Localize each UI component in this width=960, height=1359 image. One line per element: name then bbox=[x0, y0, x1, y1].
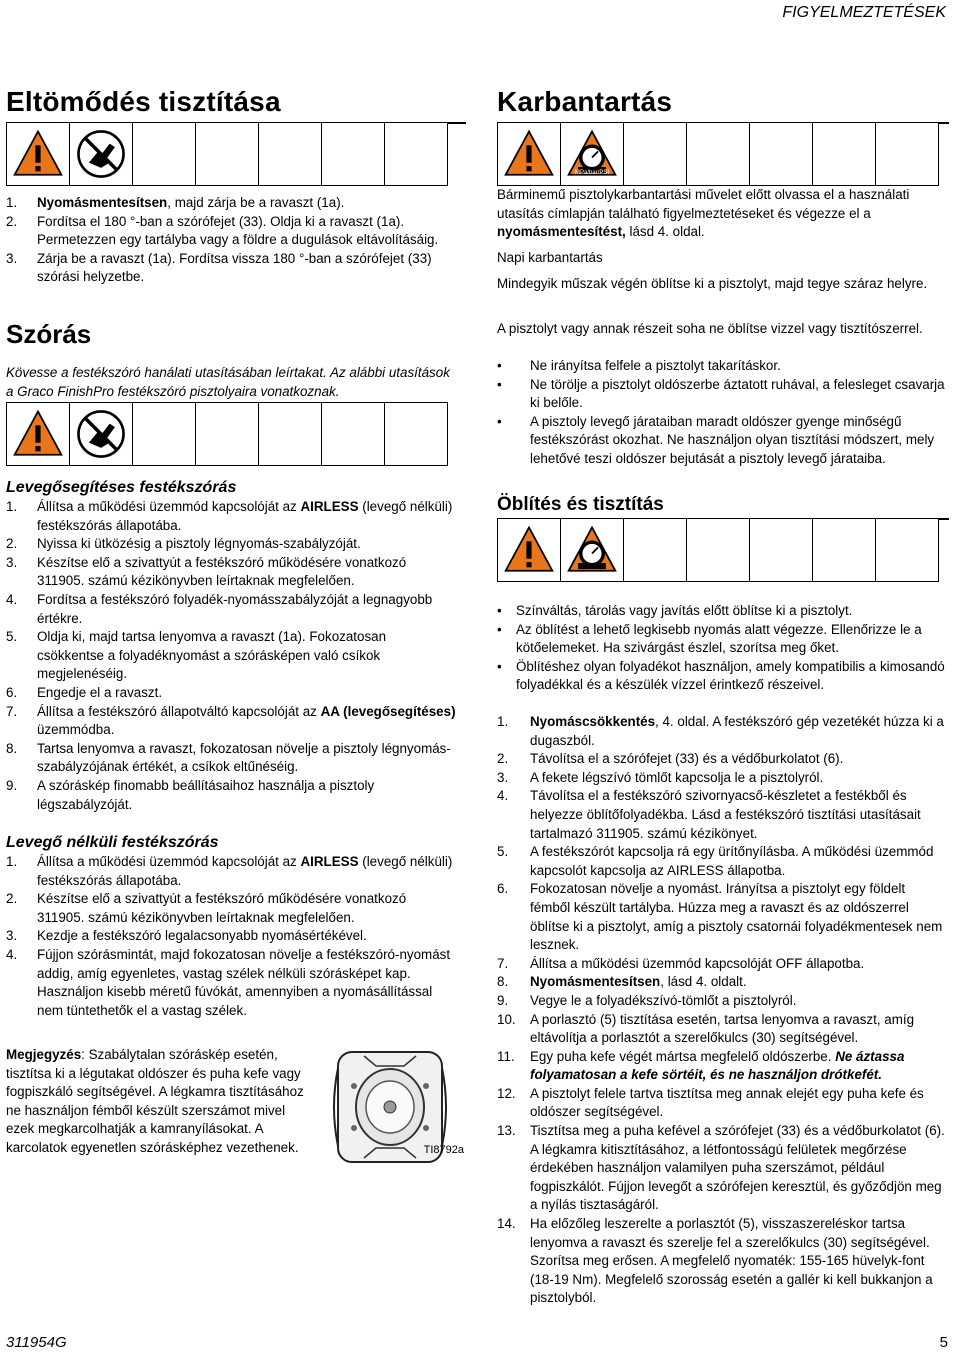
flush-warning-icons bbox=[497, 518, 938, 582]
list-item: • Öblítéshez olyan folyadékot használjon, amely kompatibilis a kimosandó folyadékkal és a készülék vízzel érintkező részeivel. bbox=[497, 658, 947, 695]
flush-guidelines bbox=[497, 602, 947, 695]
flush-title: Öblítés és tisztítás bbox=[497, 494, 664, 515]
list-item: • Színváltás, tárolás vagy javítás előtt öblítse ki a pisztolyt. bbox=[497, 602, 947, 621]
empty-icon-slot bbox=[258, 122, 322, 186]
empty-icon-slot bbox=[749, 518, 813, 582]
clog-steps bbox=[6, 194, 456, 287]
maintenance-intro: Bárminemű pisztolykarbantartási művelet előtt olvassa el a használati utasítás címlapján található figyelmeztetéseket és végezze el a nyomásmentesítést, lásd 4. oldal. bbox=[497, 187, 910, 240]
maintenance-warning-icons bbox=[497, 122, 938, 186]
no-skin-injection-icon bbox=[69, 402, 133, 466]
flush-steps bbox=[497, 713, 947, 1308]
page-number: 5 bbox=[939, 1334, 948, 1351]
list-item: 1. Nyomáscsökkentés, 4. oldal. A festékszóró gép vezetékét húzza ki a dugaszból. bbox=[497, 714, 944, 748]
list-item: 14. Ha előzőleg leszerelte a porlasztót (5), visszaszereléskor tartsa lenyomva a ravaszt és szerelje fel a szerelőkulcs (30) segítségével. Szorítsa meg erősen. A megfelelő nyomaték: 155-165 hüvelyk-font (18-19 Nm). Megfelelő szorosság esetén a gallér ki kell bukkanjon a pisztolyból. bbox=[497, 1216, 933, 1306]
list-item: 1. Állítsa a működési üzemmód kapcsolóját az AIRLESS (levegő nélküli) festékszórás állapotába. bbox=[6, 499, 453, 533]
document-number: 311954G bbox=[6, 1334, 67, 1351]
list-item: • Ne irányítsa felfele a pisztolyt takarításkor. bbox=[497, 357, 947, 376]
list-item: 7. Állítsa a működési üzemmód kapcsolóját OFF állapotba. bbox=[497, 955, 865, 971]
list-item: 11. Egy puha kefe végét mártsa megfelelő oldószerbe. Ne áztassa folyamatosan a kefe sörtéit, és ne használjon drótkefét. bbox=[497, 1048, 905, 1083]
airless-steps bbox=[6, 853, 456, 1020]
empty-icon-slot bbox=[195, 122, 259, 186]
empty-icon-slot bbox=[623, 518, 687, 582]
airless-title: Levegő nélküli festékszórás bbox=[6, 834, 219, 851]
empty-icon-slot bbox=[812, 518, 876, 582]
list-item: 9. Vegye le a folyadékszívó-tömlőt a pisztolyról. bbox=[497, 992, 797, 1008]
list-item: 5. Oldja ki, majd tartsa lenyomva a ravaszt (1a). Fokozatosan csökkentse a folyadéknyomást a szórásképen való csíkok megjelenéséig. bbox=[6, 629, 387, 682]
warning-triangle-icon bbox=[497, 518, 561, 582]
empty-icon-slot bbox=[384, 402, 448, 466]
note-paragraph: Megjegyzés: Szabálytalan szóráskép esetén, tisztítsa ki a légutakat oldószer és puha kefe vagy fogpiszkáló segítségével. A légkamra tisztításához ne használjon fémből készült szerszámot mivel ezek megkarcolhatják a kamranyílásokat. A karcolatok egyenetlen szórásképhez vezethenek. bbox=[6, 1047, 304, 1155]
no-water-text: A pisztolyt vagy annak részeit soha ne öblítse vizzel vagy tisztítószerrel. bbox=[497, 321, 923, 336]
cleaning-cautions bbox=[497, 357, 947, 469]
clog-warning-icons bbox=[6, 122, 447, 186]
empty-icon-slot bbox=[195, 402, 259, 466]
list-item: 1. Nyomásmentesítsen, majd zárja be a ravaszt (1a). bbox=[6, 195, 345, 210]
empty-icon-slot bbox=[749, 122, 813, 186]
list-item: 3. Kezdje a festékszóró legalacsonyabb nyomásértékével. bbox=[6, 928, 367, 944]
list-item: 2. Nyissa ki ütközésig a pisztoly légnyomás-szabályzóját. bbox=[6, 536, 361, 552]
list-item: 1. Állítsa a működési üzemmód kapcsolóját az AIRLESS (levegő nélküli) festékszórás állapotába. bbox=[6, 854, 453, 888]
list-item: 2. Távolítsa el a szórófejet (33) és a védőburkolatot (6). bbox=[497, 751, 844, 767]
list-item: 12. A pisztolyt felele tartva tisztítsa meg annak elejét egy puha kefe és oldószer segítségével. bbox=[497, 1085, 924, 1120]
list-item: • A pisztoly levegő járataiban maradt oldószer gyenge minőségű festékszórást okozhat. Ne használjon olyan tisztítási módszert, mely lehetővé teszi oldószer bejutását a pisztoly levegő járataiba. bbox=[497, 413, 947, 469]
pressure-gauge-icon: MPa/bar/PSI bbox=[560, 122, 624, 186]
air-assist-title: Levegősegítéses festékszórás bbox=[6, 479, 237, 496]
maintenance-title: Karbantartás bbox=[497, 86, 673, 117]
list-item: • Az öblítést a lehető legkisebb nyomás alatt végezze. Ellenőrizze le a kötőelemeket. Ha szivárgást észlel, szorítsa meg őket. bbox=[497, 621, 947, 658]
warning-triangle-icon bbox=[6, 402, 70, 466]
empty-icon-slot bbox=[875, 518, 939, 582]
air-cap-figure bbox=[324, 1046, 466, 1174]
empty-icon-slot bbox=[321, 402, 385, 466]
warning-triangle-icon bbox=[6, 122, 70, 186]
list-item: 4. Fordítsa a festékszóró folyadék-nyomásszabályzóját a legnagyobb értékre. bbox=[6, 591, 433, 626]
list-item: 3. Zárja be a ravaszt (1a). Fordítsa vissza 180 °-ban a szórófejet (33) szórási helyzetbe. bbox=[6, 250, 432, 285]
list-item: 8. Nyomásmentesítsen, lásd 4. oldalt. bbox=[497, 974, 747, 990]
list-item: 2. Fordítsa el 180 °-ban a szórófejet (33). Oldja ki a ravaszt (1a). Permetezzen egy tartályba vagy a földre a dugulások eltávolításáig. bbox=[6, 213, 439, 248]
list-item: 8. Tartsa lenyomva a ravaszt, fokozatosan növelje a pisztoly légnyomás-szabályzójának értékét, a csíkok eltűnéséig. bbox=[6, 740, 451, 775]
daily-maintenance-text: Mindegyik műszak végén öblítse ki a pisztolyt, majd tegye száraz helyre. bbox=[497, 276, 928, 291]
list-item: 6. Engedje el a ravaszt. bbox=[6, 684, 163, 700]
spray-warning-icons bbox=[6, 402, 447, 466]
pressure-gauge-icon bbox=[560, 518, 624, 582]
empty-icon-slot bbox=[258, 402, 322, 466]
empty-icon-slot bbox=[875, 122, 939, 186]
warning-triangle-icon bbox=[497, 122, 561, 186]
list-item: 5. A festékszórót kapcsolja rá egy ürítőnyílásba. A működési üzemmód kapcsolót kapcsolja az AIRLESS állapotba. bbox=[497, 844, 934, 878]
empty-icon-slot bbox=[686, 122, 750, 186]
empty-icon-slot bbox=[132, 402, 196, 466]
daily-maintenance-title: Napi karbantartás bbox=[497, 250, 603, 265]
page-header-label: FIGYELMEZTETÉSEK bbox=[782, 4, 946, 21]
empty-icon-slot bbox=[384, 122, 448, 186]
empty-icon-slot bbox=[686, 518, 750, 582]
list-item: 6. Fokozatosan növelje a nyomást. Irányítsa a pisztolyt egy földelt fémből készült tartályba. Húzza meg a ravaszt és az oldószerrel öblítse ki a pisztolyt, amíg a pisztoly csatornái folyadékmentesek nem lesznek. bbox=[497, 881, 943, 953]
clog-title: Eltömődés tisztítása bbox=[6, 86, 281, 117]
empty-icon-slot bbox=[812, 122, 876, 186]
empty-icon-slot bbox=[132, 122, 196, 186]
list-item: 7. Állítsa a festékszóró állapotváltó kapcsolóját az AA (levegősegítéses) üzemmódba. bbox=[6, 703, 456, 738]
spray-intro: Kövesse a festékszóró hanálati utasításában leírtakat. Az alábbi utasítások a Graco FinishPro festékszóró pisztolyaira vonatkoznak. bbox=[6, 365, 450, 399]
list-item: 10. A porlasztó (5) tisztítása esetén, tartsa lenyomva a ravaszt, amíg eltávolítja a porlasztót a szerelőkulcs (30) segítségével. bbox=[497, 1011, 915, 1046]
no-skin-injection-icon bbox=[69, 122, 133, 186]
list-item: • Ne törölje a pisztolyt oldószerbe áztatott ruhával, a felesleget csavarja ki belőle. bbox=[497, 376, 947, 413]
list-item: 2. Készítse elő a szivattyút a festékszóró működésére vonatkozó 311905. számú kézikönyvben leírtaknak megfelelően. bbox=[6, 891, 407, 925]
list-item: 13. Tisztítsa meg a puha kefével a szórófejet (33) és a védőburkolatot (6). A légkamra kitisztításához, a létfontosságú felületek megőrzése érdekében használjon valamilyen puha szerszámot, például fogpiszkálót. Fújjon levegőt a szórófejen keresztül, és győződjön meg a nyílás tisztaságáról. bbox=[497, 1123, 945, 1213]
list-item: 9. A szóráskép finomabb beállításaihoz használja a pisztoly légszabályzóját. bbox=[6, 777, 375, 812]
empty-icon-slot bbox=[321, 122, 385, 186]
figure-label: TI8792a bbox=[423, 1144, 464, 1156]
empty-icon-slot bbox=[623, 122, 687, 186]
spray-title: Szórás bbox=[6, 319, 92, 349]
list-item: 4. Fújjon szórásmintát, majd fokozatosan növelje a festékszóró-nyomást addig, amíg egyenletes, vastag szélek nélküli szórásképet kap. Használjon kisebb méretű fúvókát, amennyiben a nyomásállítással nem tüntethetők el a vastag szélek. bbox=[6, 946, 451, 1018]
air-assist-steps bbox=[6, 498, 456, 814]
list-item: 3. Készítse elő a szivattyút a festékszóró működésére vonatkozó 311905. számú kézikönyvben leírtaknak megfelelően. bbox=[6, 554, 407, 589]
list-item: 4. Távolítsa el a festékszóró szivornyacső-készletet a festékből és helyezze öblítőfolyadékba. Lásd a festékszóró tisztítási utasításait tartalmazó 311905. számú kézikönyet. bbox=[497, 788, 921, 841]
list-item: 3. A fekete légszívó tömlőt kapcsolja le a pisztolyról. bbox=[497, 769, 824, 785]
